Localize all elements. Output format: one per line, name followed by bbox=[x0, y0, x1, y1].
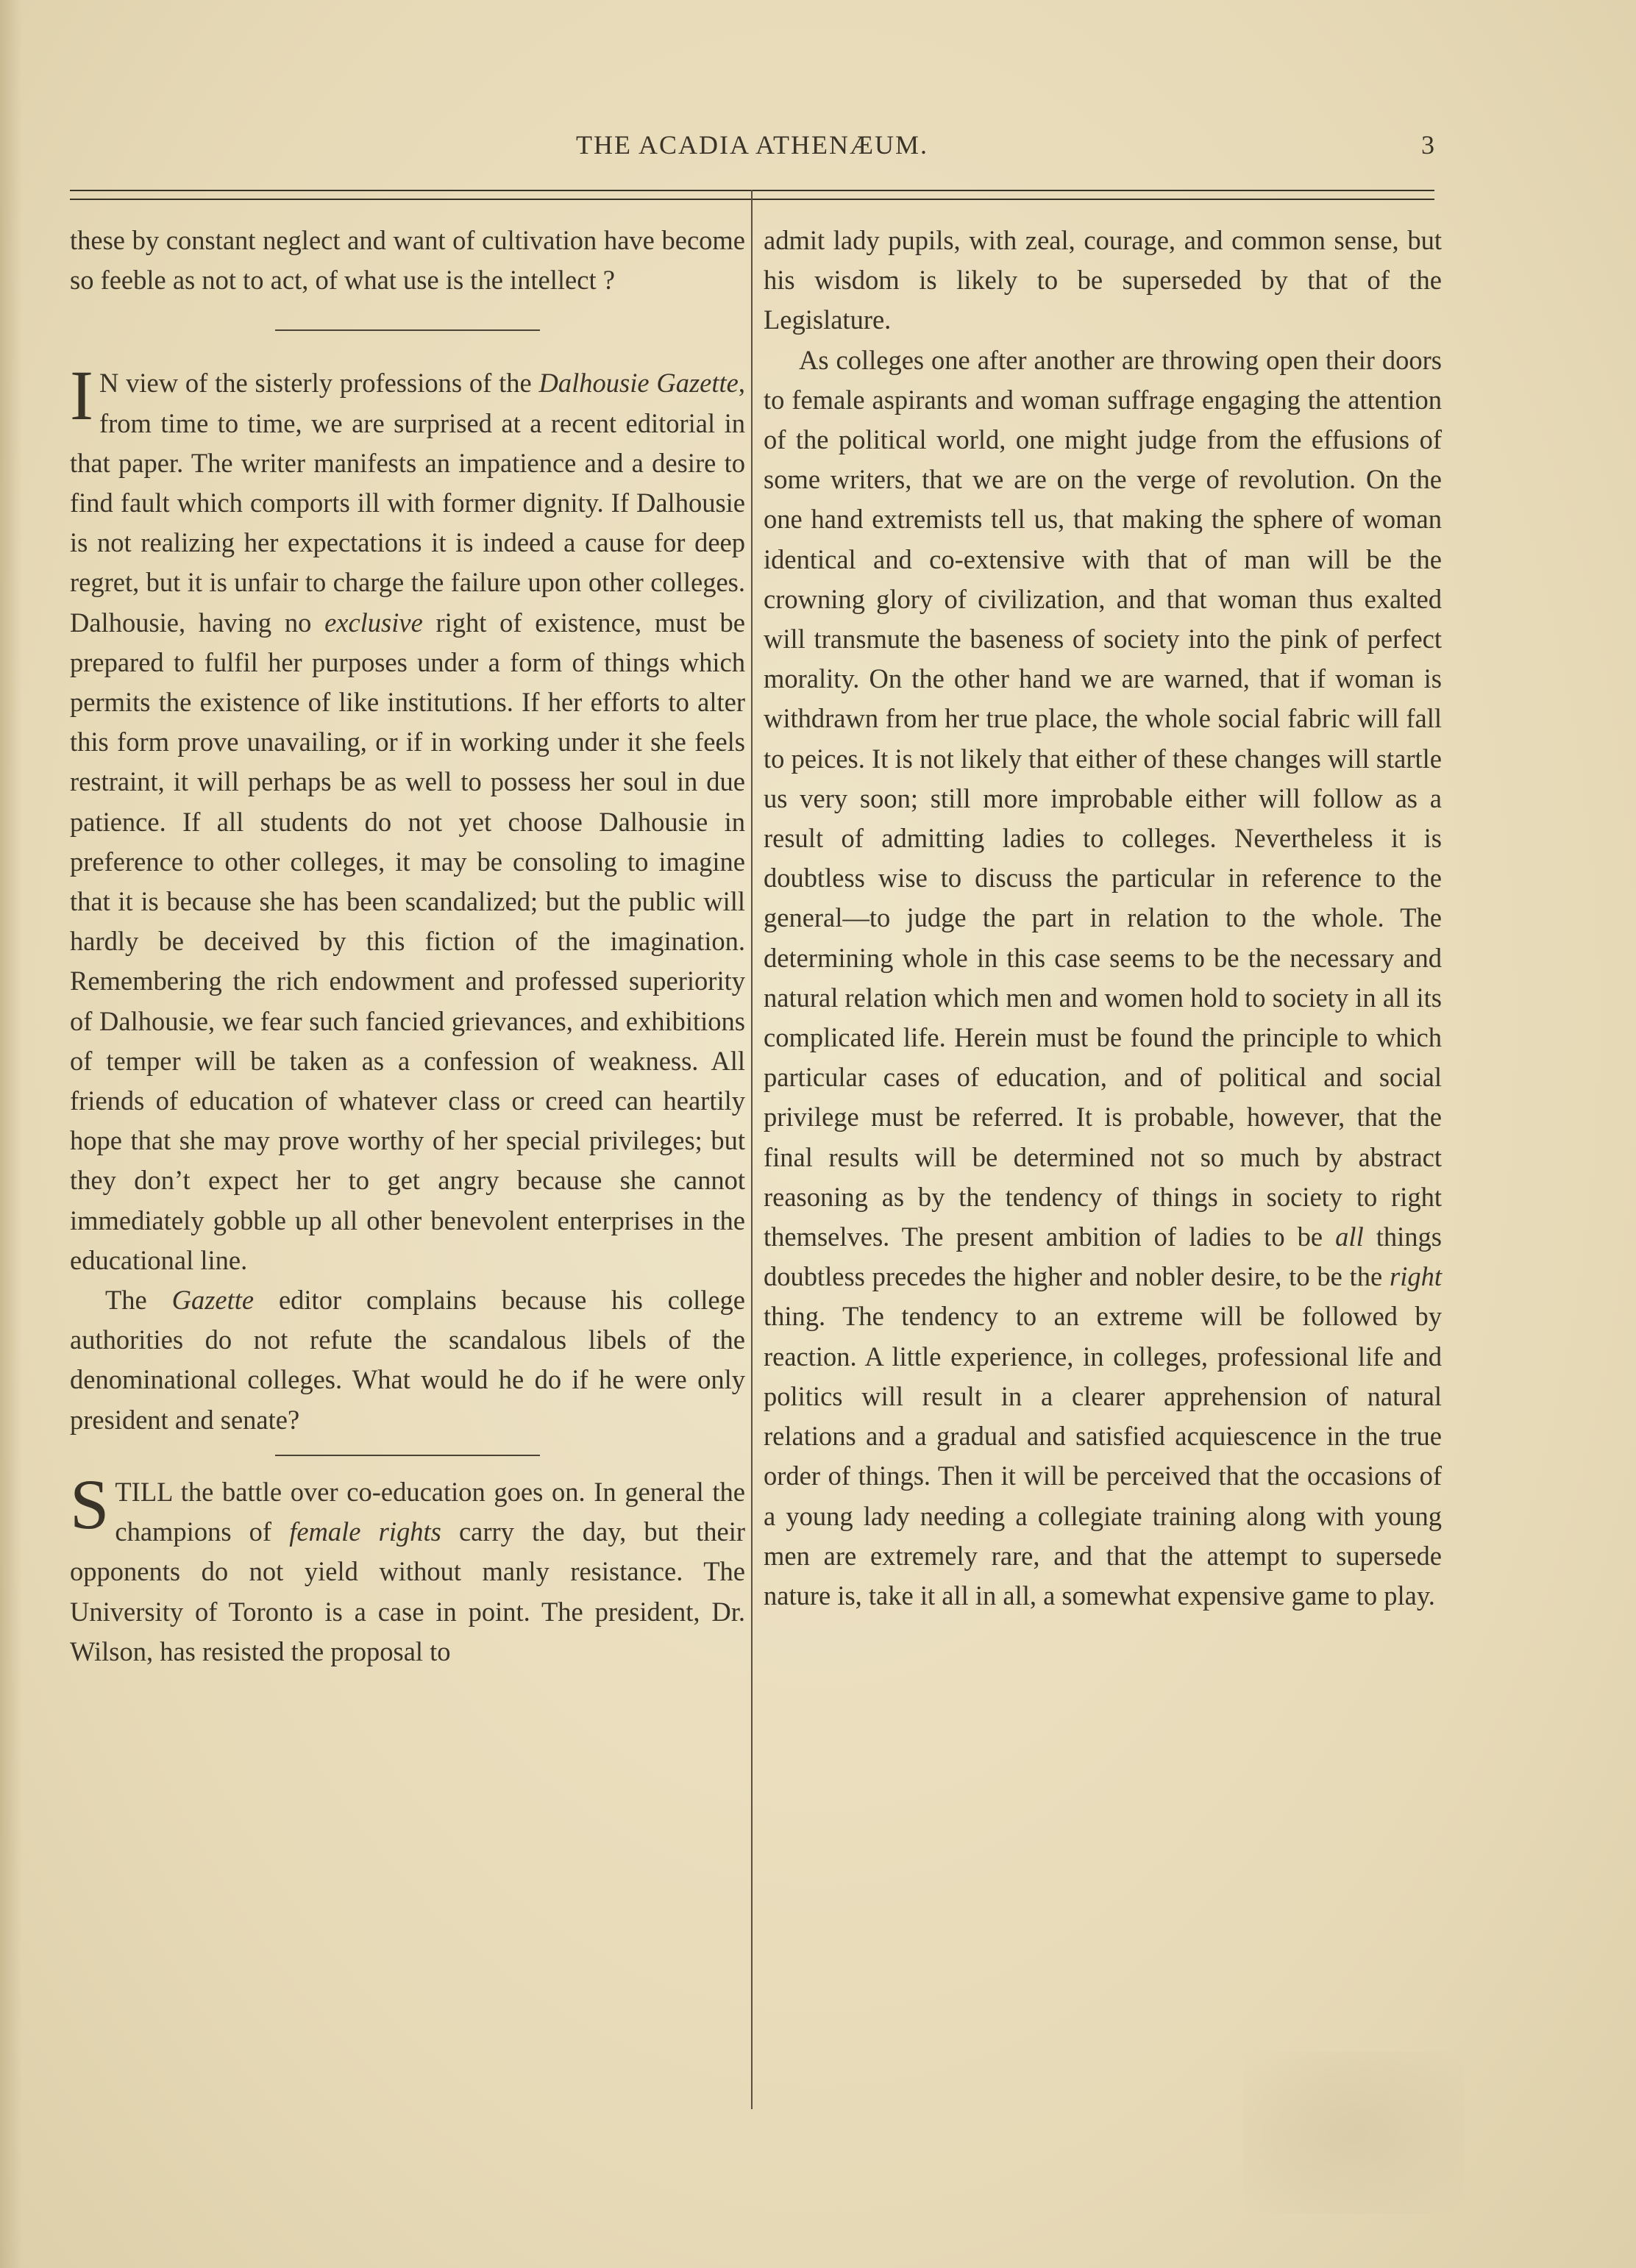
paragraph-colleges: As colleges one after another are throwing open their doors to female aspirants and woman suffrage engaging the attention of the political world, one might judge from the effusions of some writers, that we are on the verge of revolution. On the one hand extremists tell us, that making the sphere of woman identical and co-extensive with that of man will be the crowning glory of civilization, and that woman thus exalted will transmute the baseness of society into the pink of perfect morality. On the other hand we are warned, that if woman is withdrawn from her true place, the whole social fabric will fall to peices. It is not likely that either of these changes will startle us very soon; still more improbable either will follow as a result of admitting ladies to colleges. Nevertheless it is doubtless wise to discuss the particular in reference to the general—to judge the part in relation to the whole. The determining whole in this case seems to be the necessary and natural relation which men and women hold to society in all its complicated life. Herein must be found the principle to which particular cases of education, and of political and social privilege must be referred. It is probable, however, that the final results will be determined not so much by abstract reasoning as by the tendency of things in society to right themselves. The present ambition of ladies to be all things doubtless precedes the higher and nobler desire, to be the right thing. The tendency to an extreme will be followed by reaction. A little experience, in colleges, professional life and politics will result in a clearer apprehension of natural relations and a gradual and satisfied acquiescence in the true order of things. Then it will be perceived that the occasions of a young lady needing a collegiate training along with young men are extremely rare, and that the attempt to supersede nature is, take it all in all, a somewhat expensive game to play. bbox=[764, 344, 1442, 1611]
running-title: THE ACADIA ATHENÆUM. bbox=[575, 130, 928, 160]
paragraph-lady-pupils: admit lady pupils, with zeal, courage, and common sense, but his wisdom is likely to be superseded by that of the Legislature. bbox=[764, 225, 1442, 335]
publication-title: Dalhousie Gazette bbox=[538, 368, 739, 399]
paragraph-dalhousie: I N view of the sisterly professions of the Dalhousie Gazette, from time to time, we are surprised at a recent editorial in that paper. The writer manifests an impatience and a desire to find fault which comports ill with former dignity. If Dalhousie is not realizing her expectations it is indeed a cause for deep regret, but it is unfair to charge the failure upon other colleges. Dalhousie, having no exclusive right of existence, must be prepared to fulfil her purposes under a form of things which permits the existence of like institutions. If her efforts to alter this form prove unavailing, or if in working under it she feels restraint, it will perhaps be as well to possess her soul in due patience. If all students do not yet choose Dalhousie in preference to other colleges, it may be consoling to imagine that it is because she has been scandalized; but the public will hardly be deceived by this fiction of the imagination. Remembering the rich endowment and professed superiority of Dalhousie, we fear such fancied grievances, and exhibitions of temper will be taken as a confession of weakness. All friends of education of whatever class or creed can heartily hope that she may prove worthy of her special privileges; but they don’t expect her to get angry because she cannot immediately gobble up all other benevolent enterprises in the educational line. bbox=[70, 356, 745, 1275]
drop-cap: S bbox=[70, 1464, 110, 1544]
paragraph-co-education: STILL the battle over co-education goes on. In general the champions of female rights carry the day, but their opponents do not yield without manly resistance. The University of Toronto is a case in point. The president, Dr. Wilson, has resisted the proposal to bbox=[70, 1464, 746, 1666]
paragraph-intellect: these by constant neglect and want of cultivation have become so feeble as not to act, of what use is the intellect ? bbox=[70, 225, 745, 296]
right-column bbox=[764, 221, 1442, 1616]
column-divider bbox=[751, 190, 753, 2109]
drop-cap: I bbox=[70, 356, 93, 435]
emphasis-text: right bbox=[1390, 1261, 1442, 1292]
emphasis-text: female rights bbox=[289, 1516, 441, 1547]
section-separator bbox=[70, 1440, 745, 1472]
paragraph-gazette-editor: The Gazette editor complains because his college authorities do not refute the scandalous libels of the denominational colleges. What would he do if he were only president and senate? bbox=[70, 1285, 746, 1435]
page-header bbox=[70, 129, 1434, 174]
paper-stain bbox=[1243, 2052, 1464, 2214]
left-column bbox=[70, 221, 745, 1672]
emphasis-text: all bbox=[1335, 1222, 1364, 1252]
emphasis-text: exclusive bbox=[324, 607, 423, 638]
page-number: 3 bbox=[1421, 130, 1434, 160]
publication-title: Gazette bbox=[171, 1285, 255, 1316]
section-separator bbox=[70, 300, 745, 363]
binding-shadow bbox=[0, 0, 22, 2268]
